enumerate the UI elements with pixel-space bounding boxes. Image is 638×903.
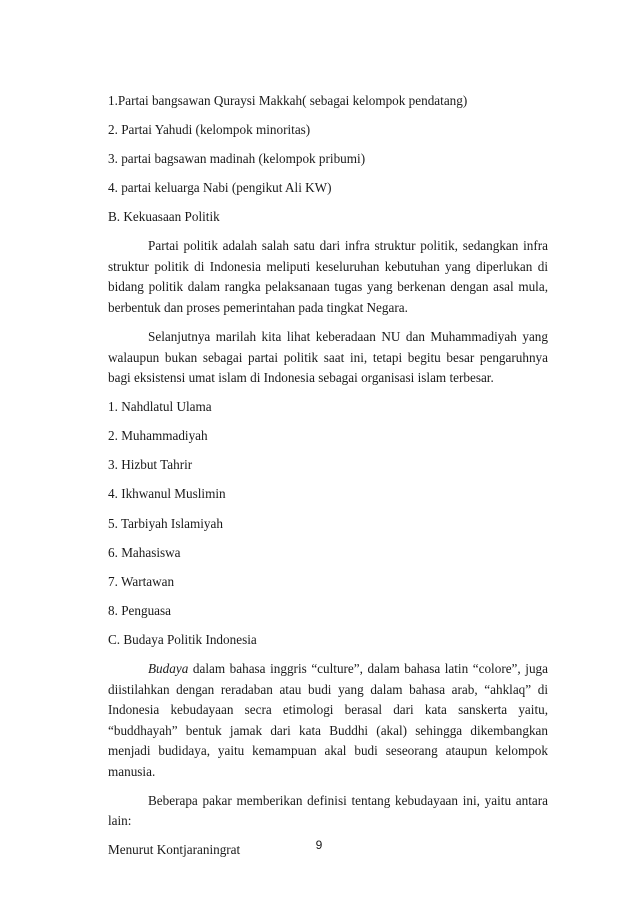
paragraph-definisi: Beberapa pakar memberikan definisi tentang kebudayaan ini, yaitu antara lain: — [108, 792, 548, 829]
paragraph-nu-muhammadiyah: Selanjutnya marilah kita lihat keberadaan NU dan Muhammadiyah yang walaupun bukan sebagai partai politik saat ini, tetapi begitu besar pengaruhnya bagi eksistensi umat islam di Indonesia sebagai organisasi islam terbesar. — [108, 329, 548, 386]
closing-line: Menurut Kontjaraningrat — [108, 842, 241, 858]
page-number: 9 — [315, 838, 323, 852]
italic-term-budaya: Budaya — [148, 661, 189, 676]
paragraph-budaya-text: dalam bahasa inggris “culture”, dalam bahasa latin “colore”, juga diistilahkan dengan reradaban atau budi yang dalam bahasa arab, “ahklaq” di Indonesia kebudayaan secra etimologi berasal dari kata sanskerta yaitu, “buddhayah” bentuk jamak dari kata Buddhi (akal) sehingga dikembangkan menjadi budidaya, yaitu kemampuan akal budi seseorang ataupun kelompok manusia. — [108, 661, 548, 779]
paragraph-budaya — [108, 659, 548, 782]
list-item: 3. partai bagsawan madinah (kelompok pribumi) — [108, 151, 366, 167]
list-item: 6. Mahasiswa — [108, 544, 181, 560]
list-item: 7. Wartawan — [108, 573, 175, 589]
section-heading-kekuasaan-politik: B. Kekuasaan Politik — [108, 209, 220, 225]
list-item: 1. Nahdlatul Ulama — [108, 399, 212, 415]
list-item: 2. Muhammadiyah — [108, 428, 208, 444]
paragraph-partai-politik: Partai politik adalah salah satu dari infra struktur politik, sedangkan infra struktur politik di Indonesia meliputi keseluruhan kebutuhan yang diperlukan di bidang politik dalam rangka pelaksanaan tugas yang berkenan dengan asal mula, berbentuk dan proses pemerintahan pada tingkat Negara. — [108, 238, 548, 315]
section-heading-budaya-politik: C. Budaya Politik Indonesia — [108, 631, 257, 647]
list-item: 4. Ikhwanul Muslimin — [108, 486, 226, 502]
page-content — [108, 91, 548, 869]
list-item: 1.Partai bangsawan Quraysi Makkah( sebagai kelompok pendatang) — [108, 93, 468, 108]
list-item: 8. Penguasa — [108, 602, 171, 618]
list-item: 2. Partai Yahudi (kelompok minoritas) — [108, 122, 311, 138]
list-item: 5. Tarbiyah Islamiyah — [108, 515, 223, 531]
list-item: 3. Hizbut Tahrir — [108, 457, 193, 473]
list-item: 4. partai keluarga Nabi (pengikut Ali KW) — [108, 180, 332, 196]
